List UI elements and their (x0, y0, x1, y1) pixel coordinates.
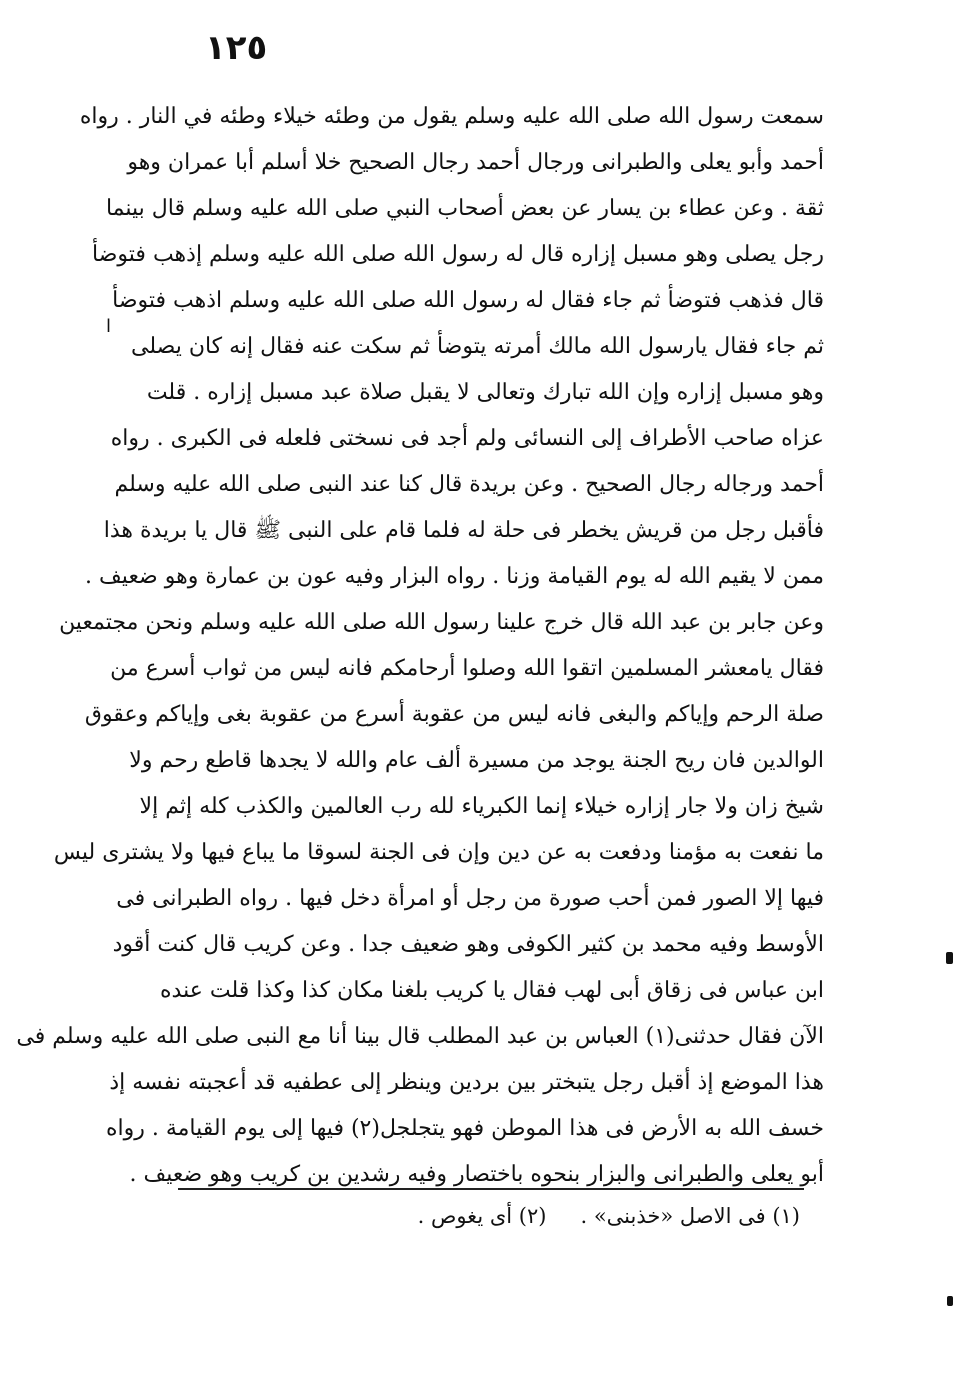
footnote: (١) فى الاصل «خذبنى» . (580, 1204, 800, 1228)
text-line: ثم جاء فقال يارسول الله مالك أمرته يتوضأ ثم سكت عنه فقال إنه كان يصلى (131, 334, 824, 359)
text-line: ابن عباس فى زقاق أبى لهب فقال يا كريب بلغنا مكان كذا وكذا قلت عنده (160, 978, 824, 1003)
text-line: وعن جابر بن عبد الله قال خرج علينا رسول الله صلى الله عليه وسلم ونحن مجتمعين (59, 610, 824, 635)
text-line: فيها إلا الصور فمن أحب صورة من رجل أو امرأة دخل فيها . رواه الطبرانى فى (116, 886, 824, 911)
text-line: سمعت رسول الله صلى الله عليه وسلم يقول من وطئه خيلاء وطئه في النار . رواه (79, 104, 824, 129)
text-line: شيخ زان ولا جار إزاره خيلاء إنما الكبرياء لله رب العالمين والكذب كله إثم إلا (139, 794, 824, 819)
text-line: أحمد وأبو يعلى والطبرانى ورجال أحمد رجال الصحيح خلا أسلم أبا عمران وهو (127, 150, 824, 175)
text-line: الآن فقال حدثنى(١) العباس بن عبد المطلب قال بينا أنا مع النبى صلى الله عليه وسلم فى (16, 1024, 824, 1049)
footnotes (300, 1204, 800, 1228)
edge-mark-dot (947, 1296, 953, 1306)
text-line: الأوسط وفيه محمد بن كثير الكوفى وهو ضعيف جدا . وعن كريب قال كنت أقود (112, 932, 824, 957)
text-line: صلة الرحم وإياكم والبغى فانه ليس من عقوبة أسرع من عقوبة بغى وإياكم وعقوق (84, 702, 824, 727)
text-line: هذا الموضع إذ أقبل رجل يتبختر بين بردين وينظر إلى عطفيه قد أعجبته نفسه إذ (109, 1070, 824, 1095)
text-line: الوالدين فان ريح الجنة يوجد من مسيرة ألف عام والله لا يجدها قاطع رحم ولا (129, 748, 824, 773)
edge-mark-dot (946, 952, 953, 964)
margin-mark: ا (106, 316, 112, 337)
text-line: ما نفعت به مؤمنا ودفعت به عن دين وإن فى الجنة لسوقا ما يباع فيها ولا يشترى ليس (53, 840, 824, 865)
text-line: خسف الله به الأرض فى هذا الموطن فهو يتجلجل(٢) فيها إلى يوم القيامة . رواه (105, 1116, 824, 1141)
text-line: قال فذهب فتوضأ ثم جاء فقال له رسول الله صلى الله عليه وسلم اذهب فتوضأ (112, 288, 824, 313)
text-line: ثقة . وعن عطاء بن يسار عن بعض أصحاب النبي صلى الله عليه وسلم قال بينما (105, 196, 824, 221)
text-line: فأقبل رجل من قريش يخطر فى حلة له فلما قام على النبى ﷺ قال يا بريدة هذا (103, 518, 824, 543)
text-line: عزاه صاحب الأطراف إلى النسائى ولم أجد فى نسختى فلعله فى الكبرى . رواه (110, 426, 824, 451)
page-number: ١٢٥ (205, 28, 268, 68)
text-line: رجل يصلى وهو مسبل إزاره قال له رسول الله صلى الله عليه وسلم إذهب فتوضأ (92, 242, 824, 267)
text-line: أحمد ورجاله رجال الصحيح . وعن بريدة قال كنا عند النبى صلى الله عليه وسلم (114, 472, 824, 497)
text-line: وهو مسبل إزاره وإن الله تبارك وتعالى لا يقبل صلاة عبد مسبل إزاره . قلت (146, 380, 824, 405)
text-line: فقال يامعشر المسلمين اتقوا الله وصلوا أرحامكم فانه ليس من ثواب أسرع من (110, 656, 824, 681)
body-text (16, 94, 824, 1198)
footnote-divider (178, 1188, 804, 1190)
text-line: ممن لا يقيم الله له يوم القيامة وزنا . رواه البزار وفيه عون بن عمارة وهو ضعيف . (85, 564, 824, 589)
text-line: أبو يعلى والطبرانى والبزار بنحوه باختصار وفيه رشدين بن كريب وهو ضعيف . (129, 1162, 824, 1187)
footnote: (٢) أى يغوص . (417, 1204, 547, 1228)
